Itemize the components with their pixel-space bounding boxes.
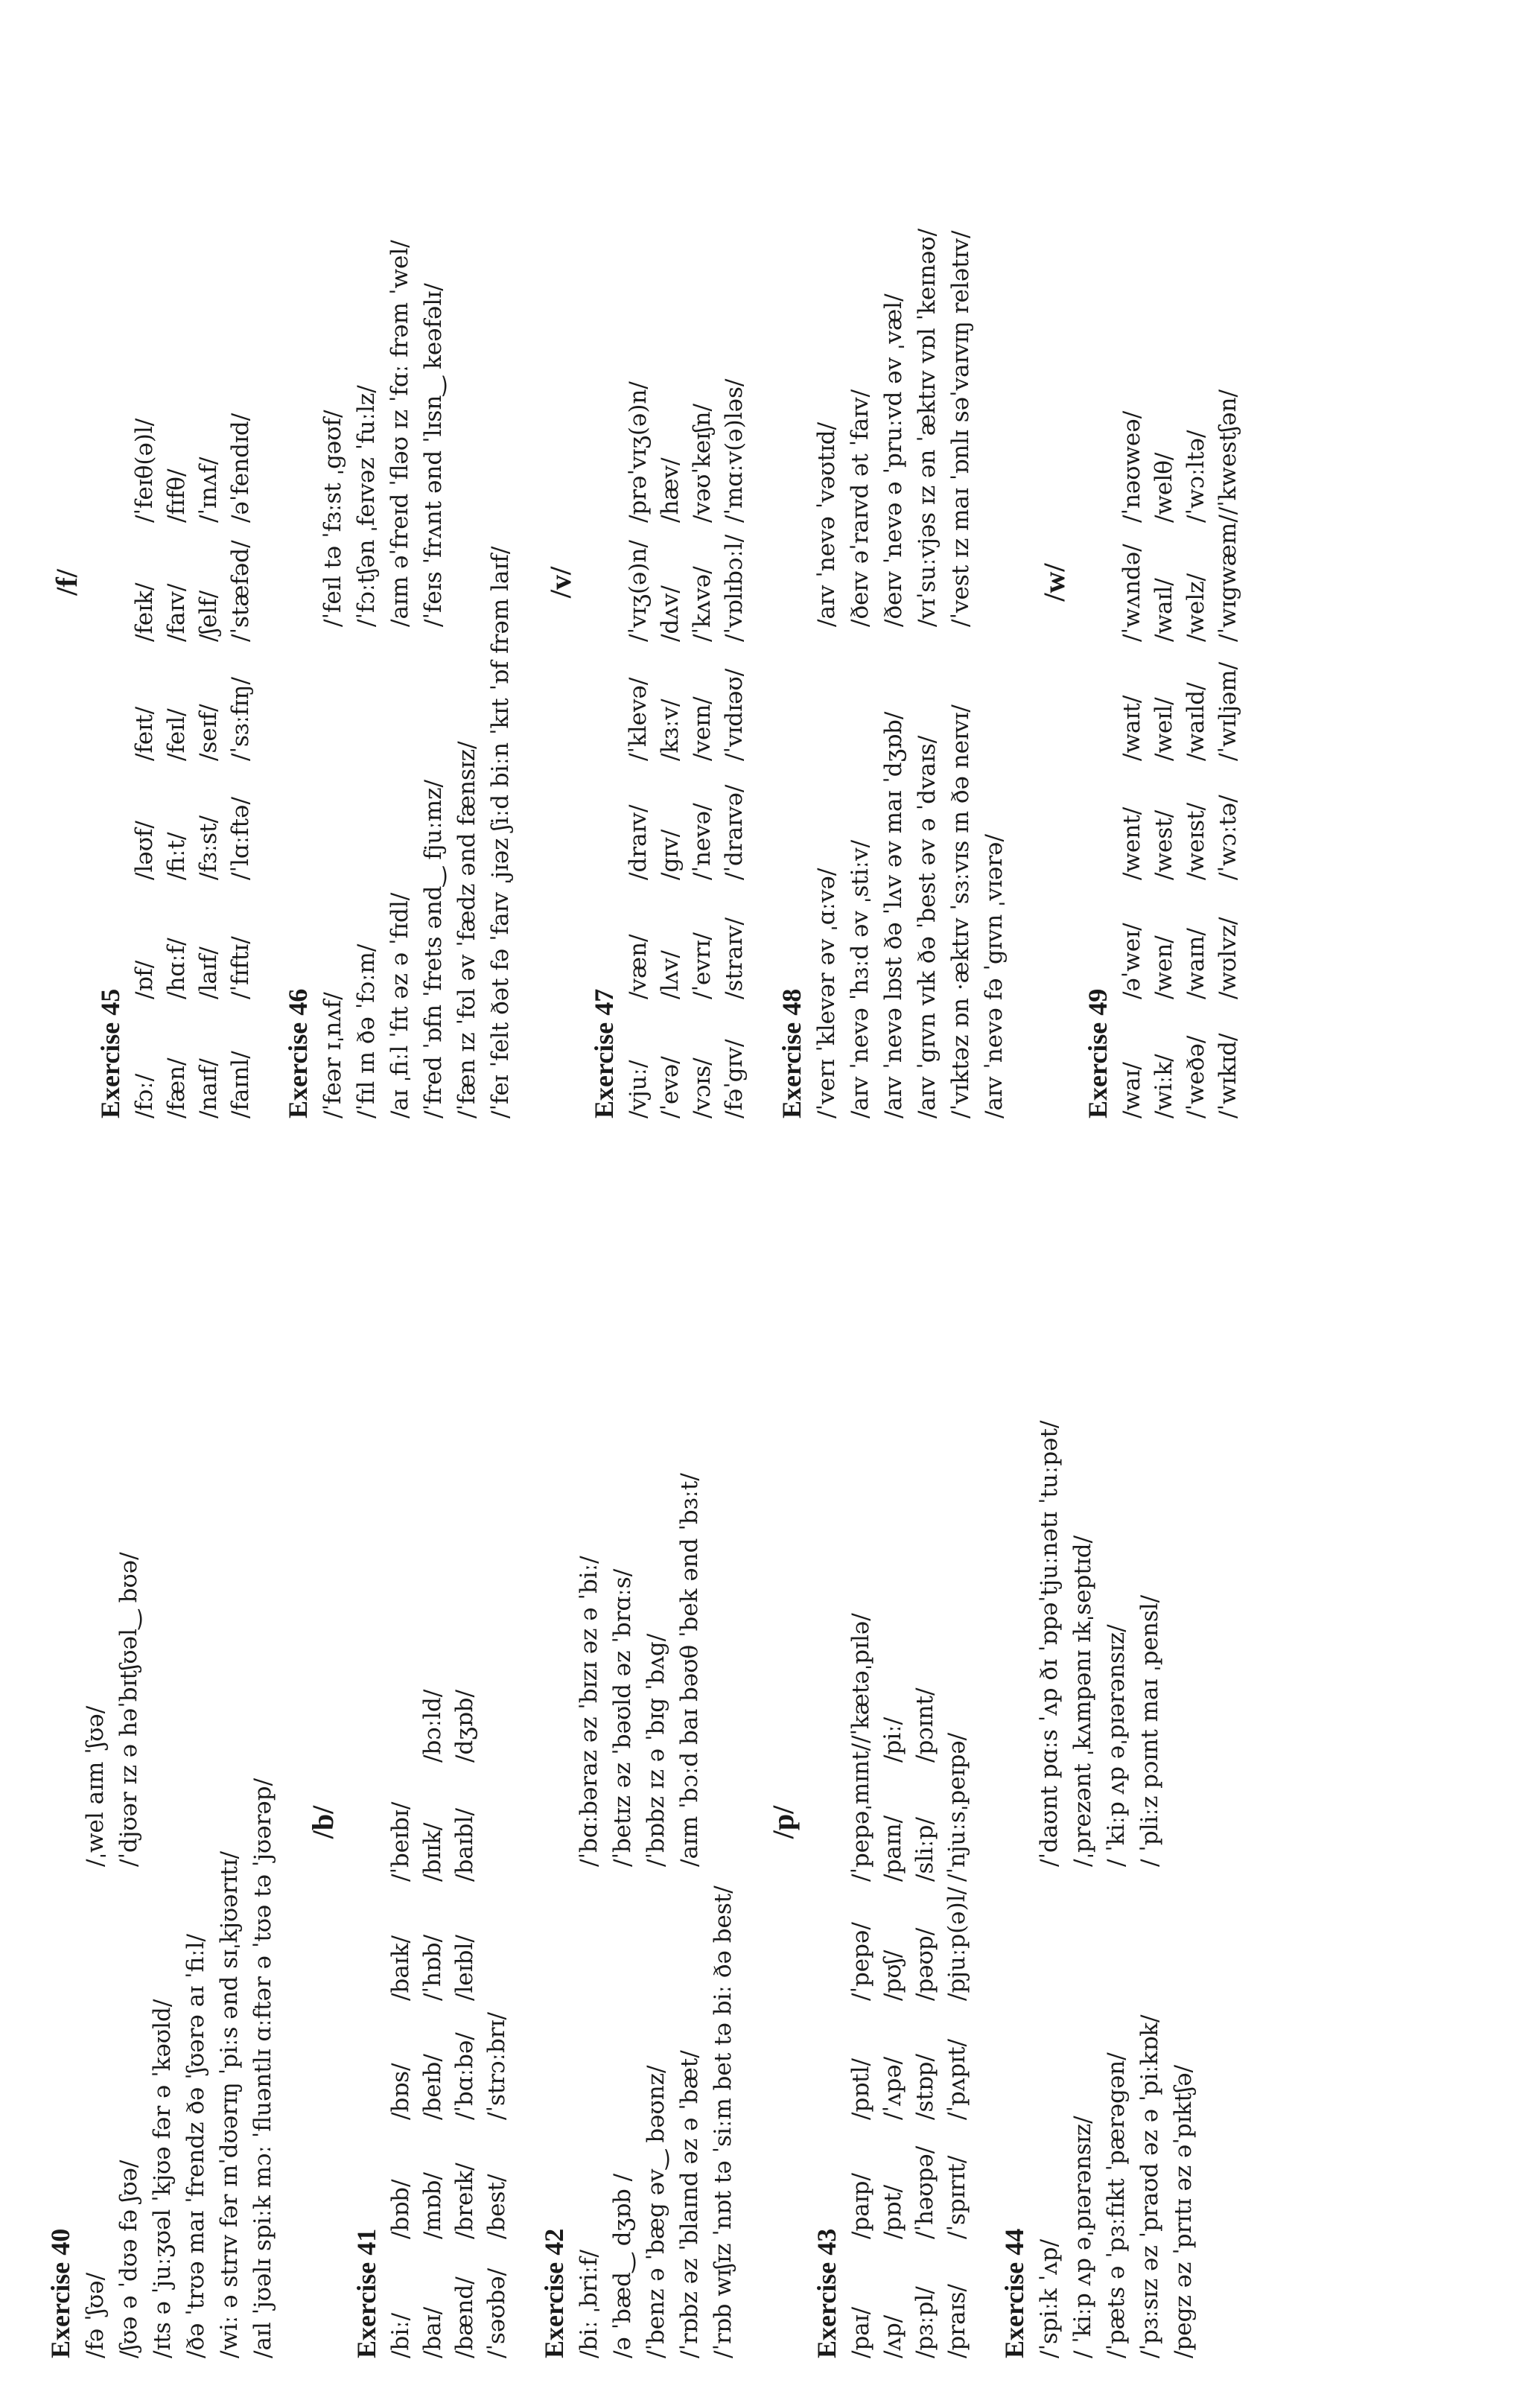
word: /bɪɪk/ — [419, 1822, 446, 1882]
section-heading-p: /p/ — [766, 1805, 800, 1839]
phrase: /ˈvest ɪz maɪ ˈɒnlɪ səˈvaɪvɪŋ relətɪv/ — [947, 230, 974, 627]
word: /pɒt/ — [879, 2184, 906, 2239]
word: /faɪv/ — [163, 583, 190, 642]
word: /ˈhɒb/ — [419, 1934, 446, 2001]
word: /baɪ/ — [419, 2306, 446, 2358]
right-column — [45, 46, 1270, 1118]
exercise-42 — [538, 1286, 740, 2358]
word: /piː/ — [879, 1716, 906, 1763]
word-row — [877, 1286, 909, 2358]
section-heading-w: /w/ — [1037, 563, 1071, 602]
word: /ˈɪnʌf/ — [195, 456, 222, 523]
word: /ˈwʌndə/ — [1119, 544, 1145, 642]
word: /bɔːld/ — [419, 1689, 446, 1763]
phrase: /ðə ˈtrʊə maɪ ˈfrendz ðə ˈʃʊərə aɪ ˈfiːl/ — [182, 1934, 209, 2358]
word: /pjuːp(ə)l/ — [944, 1886, 970, 2001]
phrase: / ˈkiːp ʌp əˌpɪərənsɪz/ — [1069, 2116, 1096, 2358]
exercise-title: Exercise 47 — [589, 988, 619, 1118]
exercise-title: Exercise 41 — [351, 2228, 381, 2358]
phrase: /ˈrɒb wɪʃɪz ˈnɒt tə ˈsiːm bet tə biː ðə best/ — [710, 1885, 736, 2358]
pair-line — [79, 1286, 112, 2358]
word: /vɔɪs/ — [689, 1057, 716, 1118]
pair-line — [606, 1286, 640, 2358]
word: /weɪl/ — [1151, 697, 1177, 761]
word: /bɒs/ — [387, 2063, 414, 2120]
word: /pɒtl/ — [847, 2058, 874, 2120]
phrase: /ˌwel aɪm ˈʃʊə/ — [82, 1705, 109, 1867]
phrase: /ʃʊə ə ˈdʊə fə ʃʊə/ — [115, 2159, 142, 2358]
phrase: /ˈfeɪl tə ˈfɜːst ˌgəʊf/ — [319, 410, 346, 627]
word: /fɜːst/ — [195, 815, 222, 880]
exercise-41 — [351, 1286, 513, 2358]
phrase: /aɪv ˈgɪvn vɪk ðə ˈbest əv ə ˈdvaɪs/ — [914, 735, 941, 1118]
word-row — [845, 1286, 877, 2358]
pair-line — [384, 46, 417, 1118]
word: /ˈdraɪvə/ — [721, 784, 748, 880]
word: /ˈpepəˌmɪnt/ — [847, 1742, 874, 1882]
word: /vəʊˈkeɪʃn/ — [689, 404, 716, 523]
word: /fɪfθ/ — [163, 468, 190, 523]
word-row — [655, 46, 687, 1118]
word: /waɪt/ — [1119, 695, 1145, 761]
exercise-48 — [776, 46, 1011, 1118]
phrase: /ˈvɪktəz ɒn ·æktɪv ˈsɜːvɪs ɪn ðə neɪvɪ/ — [947, 704, 974, 1118]
pair-line — [911, 46, 944, 1118]
word: /hæv/ — [657, 457, 684, 523]
phrase: /ˌprezənt ˌkʌmpənɪ ɪkˌseptɪd/ — [1069, 1535, 1096, 1867]
phrase: /aɪ ˌfiːl ˈfɪt əz ə ˈfɪdl/ — [386, 892, 413, 1118]
word: /ˈʌpə/ — [879, 2056, 906, 2120]
word: /straɪv/ — [721, 917, 748, 999]
word-row — [417, 1286, 449, 2358]
word: /baɪbl/ — [451, 1808, 478, 1882]
word: /laɪf/ — [195, 946, 222, 999]
word: /ˈwɪgwæm/ — [1215, 515, 1241, 642]
word: /væn/ — [625, 934, 652, 999]
word: /ləʊf/ — [131, 821, 158, 880]
pair-line — [1100, 1286, 1133, 2358]
phrase: /ˈfæn ɪz ˈfʊl əv ˈfædz ənd fænsɪz/ — [454, 741, 480, 1118]
word-row — [161, 46, 193, 1118]
pair-line — [844, 46, 877, 1118]
word-row — [1116, 46, 1148, 1118]
pair-line — [112, 1286, 146, 2358]
phrase: /ə ˈbæd‿ dʒɒb / — [609, 2173, 636, 2358]
word: /ˈvɒlɪbɔːl/ — [721, 534, 748, 642]
pair-line — [1133, 1286, 1167, 2358]
phrase: /ˈfeər ɪˌnʌf/ — [319, 992, 346, 1118]
word: /ˈspɪrɪt/ — [944, 2155, 970, 2239]
word: /ˈhəʊpə/ — [911, 2145, 938, 2239]
exercise-title: Exercise 48 — [777, 988, 806, 1118]
word: /feɪl/ — [163, 708, 190, 761]
word: /welθ/ — [1151, 452, 1177, 523]
phrase: /ˈdjʊər ɪz ə həˈbɪtʃʊəl‿ bʊə/ — [115, 1552, 142, 1867]
pair-line — [1066, 1286, 1100, 2358]
section-heading-b: /b/ — [306, 1805, 340, 1839]
phrase: /ˈrɒbz əz ˈblaɪnd əz ə ˈbæt/ — [676, 2050, 703, 2358]
word-row — [909, 1286, 941, 2358]
word: /faɪnl/ — [227, 1051, 254, 1118]
word: /stɒp/ — [911, 2054, 938, 2120]
word: /ˈweðə/ — [1183, 1035, 1209, 1118]
word: /sliːp/ — [911, 1817, 938, 1882]
word: /beɪb/ — [419, 2054, 446, 2120]
exercise-title: Exercise 45 — [95, 988, 125, 1118]
pair-line — [877, 46, 911, 1118]
phrase: /ˈfeɪ ˈfelt ðət fə ˈfaɪv ˌjɪəz ʃiːd biːn ˈkɪt ˈɒf frəm laɪf/ — [487, 546, 514, 1118]
word: /ˈpʌpɪt/ — [944, 2039, 970, 2120]
pair-line — [810, 46, 844, 1118]
word: /breɪk/ — [451, 2162, 478, 2239]
word: /pʊʃ/ — [879, 1950, 906, 2001]
pair-line — [350, 46, 384, 1118]
exercise-45 — [95, 46, 257, 1118]
word: /paɪp/ — [847, 2173, 874, 2239]
word: /wʊlvz/ — [1215, 917, 1241, 999]
phrase: /aɪl ˈjʊəlɪ spiːk mɔː ˈfluəntlɪ ɑːftər ə ˈtʊə tə ˈjʊərəp/ — [249, 1777, 276, 2358]
exercise-46 — [282, 46, 518, 1118]
word: /ˈkʌvə/ — [689, 566, 716, 642]
phrase: /aɪv ˈnevə lɒst ðə ˈlʌv əv maɪ ˈdʒɒb/ — [880, 711, 907, 1118]
word: /ʌp/ — [879, 2314, 906, 2358]
word-row — [623, 46, 655, 1118]
exercise-title: Exercise 42 — [539, 2228, 569, 2358]
word: /pɜːpl/ — [911, 2286, 938, 2358]
exercise-title: Exercise 46 — [283, 988, 313, 1118]
word: /ˈwɪkɪd/ — [1215, 1033, 1241, 1118]
word: /fəˈgɪv/ — [721, 1039, 748, 1118]
word: /ˈwɪljəm/ — [1215, 661, 1241, 761]
word: /ˈlɑːftə/ — [227, 797, 254, 880]
word: /ˈnəʊweə/ — [1119, 410, 1145, 523]
word: /paɪn/ — [879, 1815, 906, 1882]
word-row — [941, 1286, 973, 2358]
word: /dʒɒb/ — [451, 1690, 478, 1763]
phrase: /ɪts ə ˈjuːʒʊəl ˈkjʊə fər ə ˈkəʊld/ — [149, 1999, 176, 2358]
word: /ʃelf/ — [195, 590, 222, 642]
phrase: /ðeɪv əˈraɪvd ət ˈfaɪv/ — [847, 389, 874, 627]
pair-line — [673, 1286, 707, 2358]
word: /ˈnjuːsˌpeɪpə/ — [944, 1732, 970, 1882]
section-heading-f: /f/ — [50, 569, 83, 596]
word: /əˈfendɪd/ — [227, 413, 254, 523]
word: /ˈklevə/ — [625, 677, 652, 761]
phrase: /wiː ə strɪv fər ɪnˈdʊərɪŋ ˈpiːs ənd sɪˌkjʊərɪtɪ/ — [216, 1850, 243, 2358]
word: /ˈmɑːv(ə)ləs/ — [721, 378, 748, 523]
word: /pɔɪnt/ — [911, 1687, 938, 1763]
word-row — [719, 46, 751, 1118]
word: /lʌv/ — [657, 950, 684, 999]
section-heading-v: /v/ — [544, 566, 577, 599]
word: /weɪst/ — [1183, 802, 1209, 880]
exercise-title: Exercise 49 — [1083, 988, 1113, 1118]
word: /paɪ/ — [847, 2306, 874, 2358]
exercise-title: Exercise 40 — [45, 2228, 75, 2358]
word: /ˈpepə/ — [847, 1922, 874, 2001]
word: /wiːk/ — [1151, 1054, 1177, 1118]
exercise-47 — [588, 46, 751, 1118]
word: /ɒf/ — [131, 960, 158, 999]
word: /veɪn/ — [689, 696, 716, 761]
word: /əˈweɪ/ — [1119, 923, 1145, 999]
word: /waɪld/ — [1183, 682, 1209, 761]
phrase: /ˈpɜːsɪz əz ˈpraʊd əz ə ˈpiːkɒk/ — [1136, 2014, 1163, 2358]
word: /best/ — [483, 2174, 510, 2239]
word: /ˈfeɪθ(ə)l/ — [131, 418, 158, 523]
word: /prəˈvɪʒ(ə)n/ — [625, 381, 652, 523]
word-row — [1212, 46, 1244, 1118]
word: /ˈstæfəd/ — [227, 540, 254, 642]
word: /ˈkwestʃən/ — [1215, 389, 1241, 515]
word: /hɑːf/ — [163, 938, 190, 999]
word-row — [687, 46, 719, 1118]
word-row — [449, 1286, 481, 2358]
phrase: /ˈbɒbz ɪz ə ˈbɪg ˈbʌg/ — [643, 1633, 669, 1867]
word: /vjuː/ — [625, 1060, 652, 1118]
phrase: /ˈverɪ ˈklevər əv ˌɑːvə/ — [813, 868, 840, 1118]
word: /wen/ — [1151, 935, 1177, 999]
word: /went/ — [1119, 806, 1145, 880]
phrase: /aɪv ˈnevə fə ˈgɪvn ˌvɪərə/ — [981, 834, 1008, 1118]
word: /baɪk/ — [387, 1935, 414, 2001]
word: /ˈwɔːtə/ — [1215, 795, 1241, 880]
word-row — [225, 46, 257, 1118]
word: /west/ — [1151, 809, 1177, 880]
phrase: /ˈfɪl ɪn ðə ˈfɔːm/ — [353, 943, 380, 1118]
word: /ˈfɪftɪ/ — [227, 936, 254, 999]
word: /fæn/ — [163, 1057, 190, 1118]
word: /ˈsəʊbə/ — [483, 2267, 510, 2358]
word: /leɪbl/ — [451, 1935, 478, 2001]
word: /praɪs/ — [944, 2284, 970, 2358]
word: /ˈkætəˌpɪlə/ — [847, 1613, 874, 1743]
word: /kɜːv/ — [657, 698, 684, 761]
word: /seɪf/ — [195, 704, 222, 761]
word-row — [1148, 46, 1180, 1118]
word-row — [193, 46, 225, 1118]
pair-line — [316, 46, 350, 1118]
phrase: /ˈbɑːbəraz əz ˈbɪzɪ əz ə ˈbiː/ — [576, 1556, 602, 1867]
pair-line — [417, 46, 451, 1118]
phrase: /aɪv ˈnevə ˈhɜːd əv ˌstiːv/ — [847, 839, 874, 1118]
word: /gɪv/ — [657, 829, 684, 880]
word: /naɪf/ — [195, 1058, 222, 1118]
word-row — [481, 1286, 513, 2358]
word: /welz/ — [1183, 573, 1209, 642]
word: /biː/ — [387, 2312, 414, 2358]
word: /draɪv/ — [625, 804, 652, 880]
word: /waɪn/ — [1183, 928, 1209, 999]
word: /ˈvɪdɪəʊ/ — [721, 668, 748, 761]
pair-line — [573, 1286, 606, 2358]
word: /feɪt/ — [131, 706, 158, 761]
word: /bɒb/ — [387, 2179, 414, 2239]
word: /fiːt/ — [163, 832, 190, 880]
phrase: /ˈbenz ə ˈbæg əv‿ bəʊnz/ — [643, 2065, 669, 2358]
word: /pəʊp/ — [911, 1927, 938, 2001]
phrase: /aɪm əˈfreɪd ˈfləʊ ɪz ˈfɑː frəm ˈwel/ — [386, 240, 413, 627]
phrase: /biː ˌbriːf/ — [576, 2250, 602, 2358]
pair-line — [944, 46, 978, 1118]
left-column — [45, 1286, 1226, 2358]
word: /mɒb/ — [419, 2172, 446, 2239]
phrase: /aɪv ˈnevə ˈvəʊtɪd/ — [813, 421, 840, 627]
phrase: /pegz əz ˈprɪtɪ əz əˈpɪktʃə/ — [1170, 2064, 1197, 2358]
exercise-40 — [45, 1286, 280, 2358]
word: /feɪk/ — [131, 582, 158, 642]
exercise-title: Exercise 44 — [999, 2228, 1029, 2358]
word: /fɔː/ — [131, 1073, 158, 1118]
word: /ˈnevə/ — [689, 803, 716, 880]
word: /ˈstrɔːbrɪ/ — [483, 2012, 510, 2120]
word: /ˈwɔːltə/ — [1183, 430, 1209, 523]
word: /ˈbɑːbə/ — [451, 2032, 478, 2120]
word-row — [385, 1286, 417, 2358]
pair-line — [1033, 1286, 1066, 2358]
word-row — [129, 46, 161, 1118]
phrase: /fə ˈʃʊə/ — [82, 2272, 109, 2358]
word: /waɪl/ — [1151, 578, 1177, 642]
phrase: /ˈbetɪz əz ˈbəʊld əz ˈbrɑːs/ — [609, 1568, 636, 1867]
word: /bænd/ — [451, 2276, 478, 2358]
pair-line — [640, 1286, 673, 2358]
phrase: /ˈfɔːtʃən ˌfeɪvəz ˈfuːlz/ — [353, 385, 380, 627]
word: /waɪ/ — [1119, 1062, 1145, 1118]
phrase: / ˈpliːz pɔɪnt maɪ ˌpensl/ — [1136, 1594, 1163, 1867]
exercise-44 — [999, 1286, 1200, 2358]
phrase: /vɪˈsuːvjəs ɪz ən ˈæktɪv vɒl ˈkeɪnəʊ/ — [914, 228, 941, 627]
exercise-title: Exercise 43 — [812, 2228, 841, 2358]
exercise-49 — [1082, 46, 1244, 1118]
word: /ˈvɪʒ(ə)n/ — [625, 540, 652, 642]
phrase: /ˈfred ˈɒfn ˈfrets ənd‿ fjuːmz/ — [420, 780, 447, 1118]
word: /ˈsɜːfɪŋ/ — [227, 677, 254, 761]
word: /dʌv/ — [657, 585, 684, 642]
phrase: /ˈpæts ə ˈpɜːfɪkt ˈpærəgən/ — [1103, 2052, 1130, 2358]
phrase: /ˈspiːk ˈʌp/ — [1036, 2238, 1063, 2358]
phrase: /ˈfeɪs ˈfrʌnt ənd ˈlɪsn‿ keəfəlɪ/ — [420, 283, 447, 627]
word: /ˈevrɪ/ — [689, 932, 716, 999]
word-row — [1180, 46, 1212, 1118]
phrase: /ˈdaʊnt pɑːs ˈʌp ðɪ ˈɒpəˈtjuːnətɪ ˈtuːpət/ — [1036, 1420, 1063, 1867]
word: /ˈevə/ — [657, 1056, 684, 1118]
phrase: /ðeɪv ˈnevə ə ˈpruːvd əv ˌvæl/ — [880, 293, 907, 627]
exercise-43 — [811, 1286, 973, 2358]
phrase: /aɪm ˈbɔːd baɪ bəʊθ ˈbek ənd ˈbɜːt/ — [676, 1473, 703, 1867]
word: /ˈbeɪbɪ/ — [387, 1801, 414, 1882]
phrase: / ˈkiːp ʌp əˌpɪərənsɪz/ — [1103, 1624, 1130, 1867]
